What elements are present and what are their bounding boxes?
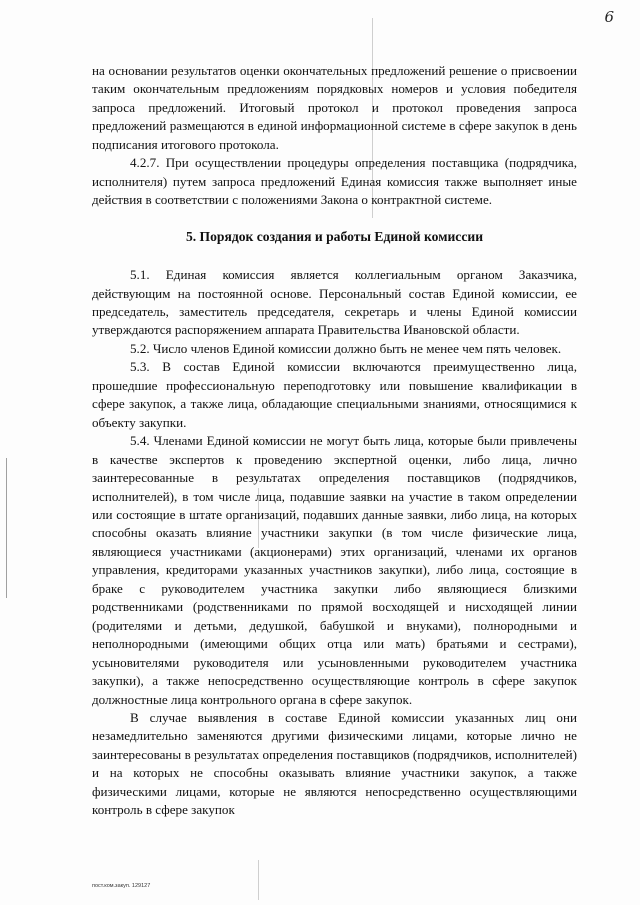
paragraph-continuation: на основании результатов оценки окончательных предложений решение о присвоении таким окончательным предложениям порядковых номеров и условия победителя запроса предложений. Итоговый протокол и протокол проведения запроса предложений размещаются в единой информационной системе в сфере закупок в день подписания итогового протокола. bbox=[92, 63, 577, 152]
paragraph-5-1: 5.1. Единая комиссия является коллегиальным органом Заказчика, действующим на постоянной основе. Персональный состав Единой комиссии, ее председатель, заместитель председателя, секретарь и члены Единой комиссии утверждаются распоряжением аппарата Правительства Ивановской области. bbox=[92, 267, 577, 338]
scan-edge-line bbox=[6, 458, 7, 598]
paragraph-5-2: 5.2. Число членов Единой комиссии должно быть не менее чем пять человек. bbox=[130, 340, 562, 356]
section-heading: 5. Порядок создания и работы Единой комиссии bbox=[185, 228, 484, 244]
scan-artifact-line bbox=[258, 860, 259, 900]
paragraph-4-2-7: 4.2.7. При осуществлении процедуры определения поставщика (подрядчика, исполнителя) путем запроса предложений Единая комиссия также выполняет иные действия в соответствии с положениями Закона о контрактной системе. bbox=[92, 155, 577, 208]
paragraph-5-4: 5.4. Членами Единой комиссии не могут быть лица, которые были привлечены в качестве экспертов к проведению экспертной оценки, либо лица, лично заинтересованные в результатах определения поставщиков (подрядчиков, исполнителей), в том числе лица, подавшие заявки на участие в таком определении или состоящие в штате организаций, подавших данные заявки, либо лица, на которых способны оказать влияние участники закупки (в том числе физические лица, являющиеся участниками (акционерами) этих организаций, членами их органов управления, кредиторами указанных участников закупки), либо лица, состоящие в браке с руководителем участника закупки либо являющиеся близкими родственниками (родственниками по прямой восходящей и нисходящей линии (родителями и детьми, дедушкой, бабушкой и внуками), полнородными и неполнородными (имеющими общих отца или мать) братьями и сестрами), усыновителями руководителя или усыновленными руководителем участника закупки), а также непосредственно осуществляющие контроль в сфере закупок должностные лица контрольного органа в сфере закупок. bbox=[92, 433, 577, 707]
paragraph-5-3: 5.3. В состав Единой комиссии включаются преимущественно лица, прошедшие профессиональную переподготовку или повышение квалификации в сфере закупок, а также лица, обладающие специальными знаниями, относящимися к объекту закупки. bbox=[92, 359, 577, 430]
paragraph-replacement: В случае выявления в составе Единой комиссии указанных лиц они незамедлительно заменяются другими физическими лицами, которые лично не заинтересованы в результатах определения поставщиков (подрядчиков, исполнителей) и на которых не способны оказывать влияние участники закупок, а также физическими лицами, которые не являются непосредственно осуществляющими контроль в сфере закупок bbox=[92, 709, 577, 818]
document-body bbox=[92, 62, 577, 820]
footer-filename: пост.ком.закуп. 129127 bbox=[92, 883, 151, 889]
page-number: 6 bbox=[604, 8, 614, 26]
